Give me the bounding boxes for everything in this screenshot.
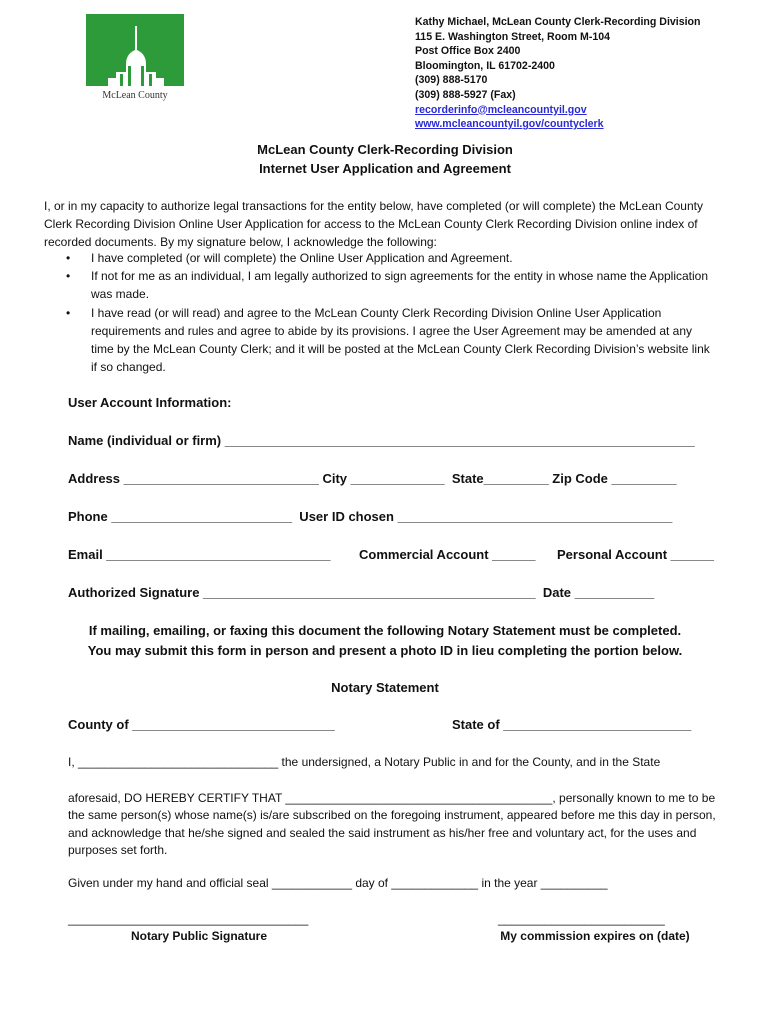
logo-caption: McLean County [102,90,168,101]
certify-paragraph: aforesaid, DO HEREBY CERTIFY THAT ________________________________________, personally known to me to be the same person(s) whose name(s) is/are subscribed on the foregoing instrument, appeared before me this day in person, and acknowledge that he/she signed and sealed the said instrument as his/her free and voluntary act, for the uses and purposes set forth. [68,791,716,858]
notary-notice [0,621,770,661]
notary-signature-line[interactable]: ____________________________________ [68,912,309,926]
street-address: 115 E. Washington Street, Room M-104 [415,30,611,43]
fax-number: (309) 888-5927 (Fax) [415,88,516,101]
list-item: • I have read (or will read) and agree to the McLean County Clerk Recording Division Online User Application requirements and rules and agree to abide by its provisions. I agree the User Agreement may be amended at any time by the McLean County Clerk; and it will be posted at the McLean County Clerk Recording Division’s website link if so changed. [66,305,710,375]
office-name: Kathy Michael, McLean County Clerk-Recording Division [415,16,701,28]
title-line-1: McLean County Clerk-Recording Division [257,142,513,157]
bullet-icon: • [66,269,71,284]
list-item: • I have completed (or will complete) the Online User Application and Agreement. [44,249,714,267]
personal-account-field[interactable]: Personal Account ______ [557,547,715,562]
given-under-hand-line[interactable]: Given under my hand and official seal ____________ day of _____________ in the year __________ [68,876,608,890]
email-link[interactable]: recorderinfo@mcleancountyil.gov [415,103,587,116]
acknowledgement-list [44,249,714,376]
county-logo [86,14,184,106]
document-title [0,140,770,178]
website-link[interactable]: www.mcleancountyil.gov/countyclerk [415,118,604,131]
list-item: • If not for me as an individual, I am legally authorized to sign agreements for the entity in whose name the Application was made. [66,269,709,302]
phone-userid-field[interactable]: Phone _________________________ User ID chosen ______________________________________ [68,509,673,524]
state-field[interactable]: State of __________________________ [452,717,692,732]
commission-date-line[interactable]: _________________________ [498,912,665,926]
authorized-signature-field[interactable]: Authorized Signature ______________________________________________ Date ___________ [68,585,655,600]
phone-number: (309) 888-5170 [415,74,488,87]
intro-paragraph: I, or in my capacity to authorize legal transactions for the entity below, have completed (or will complete) the McLean County Clerk Recording Division Online User Application for access to the McLean County Clerk Recording Division online index of recorded documents. By my signature below, I acknowledge the following: [44,199,703,249]
city-state-zip: Bloomington, IL 61702-2400 [415,59,555,72]
notice-line-1: If mailing, emailing, or faxing this document the following Notary Statement must be completed. [88,623,682,638]
title-line-2: Internet User Application and Agreement [259,161,511,176]
bullet-icon: • [66,305,71,320]
office-contact-block [415,15,701,132]
notary-name-line[interactable]: I, ______________________________ the undersigned, a Notary Public in and for the County, and in the State [68,755,661,769]
commission-expires-label: My commission expires on (date) [500,929,690,943]
commercial-account-field[interactable]: Commercial Account ______ [359,547,536,562]
account-heading: User Account Information: [68,395,232,410]
bullet-icon: • [66,251,71,265]
po-box: Post Office Box 2400 [415,45,521,58]
notice-line-2: You may submit this form in person and present a photo ID in lieu completing the portion below. [87,643,683,658]
address-city-state-zip-field[interactable]: Address ___________________________ City _____________ State_________ Zip Code _________ [68,471,677,486]
notary-signature-label: Notary Public Signature [130,929,268,943]
notary-heading: Notary Statement [331,680,439,695]
email-field[interactable]: Email _______________________________ [68,547,331,562]
county-field[interactable]: County of ____________________________ [68,717,335,732]
name-field[interactable]: Name (individual or firm) _________________________________________________________________ [68,433,695,448]
